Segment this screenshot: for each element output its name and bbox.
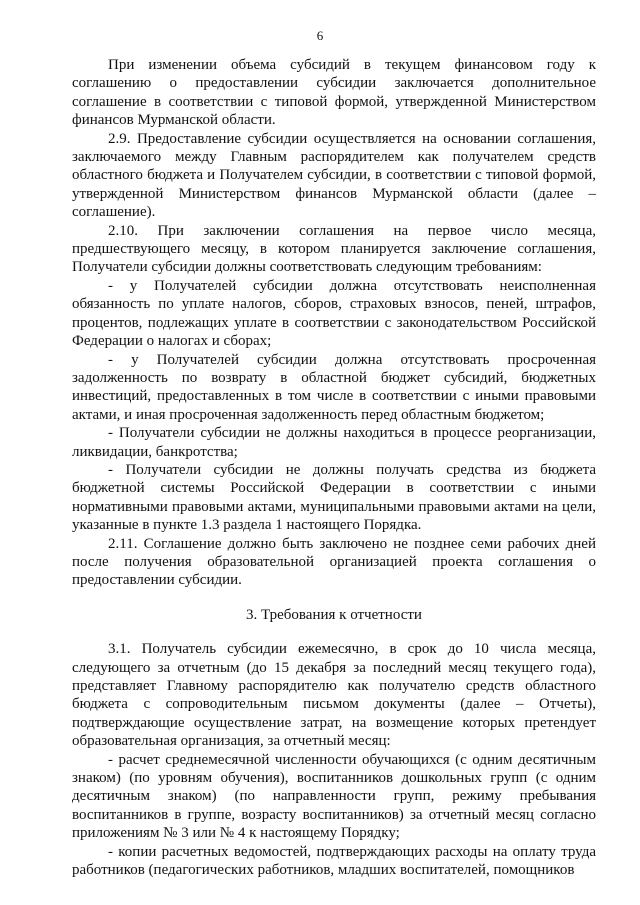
paragraph-2-11: 2.11. Соглашение должно быть заключено не позднее семи рабочих дней после получения образовательной организацией проекта соглашения о предоставлении субсидии. bbox=[72, 535, 596, 589]
paragraph-subsidy-change: При изменении объема субсидий в текущем финансовом году к соглашению о предоставлении субсидии заключается дополнительное соглашение в соответствии с типовой формой, утвержденной Министерством финансов Мурманской области. bbox=[72, 57, 596, 129]
paragraph-2-9: 2.9. Предоставление субсидии осуществляется на основании соглашения, заключаемого между Главным распорядителем как получателем средств областного бюджета и Получателем субсидии, в соответствии с типовой формой, утвержденной Министерством финансов Мурманской области (далее – соглашение). bbox=[72, 130, 596, 221]
requirement-no-reorganization: - Получатели субсидии не должны находиться в процессе реорганизации, ликвидации, банкротства; bbox=[72, 425, 596, 460]
section-heading: 3. Требования к отчетности bbox=[246, 606, 422, 623]
requirement-no-tax-debt: - у Получателей субсидии должна отсутствовать неисполненная обязанность по уплате налогов, сборов, страховых взносов, пеней, штрафов, процентов, подлежащих уплате в соответствии с законодательством Российской Федерации о налогах и сборах; bbox=[72, 277, 596, 350]
report-item-headcount: - расчет среднемесячной численности обучающихся (с одним десятичным знаком) (по уровням обучения), воспитанников дошкольных групп (с одним десятичным знаком) (по направленности групп, режиму пребывания воспитанников в группе, возрасту воспитанников) за отчетный месяц согласно приложениям № 3 или № 4 к настоящему Порядку; bbox=[72, 751, 596, 842]
paragraph-2-10: 2.10. При заключении соглашения на первое число месяца, предшествующего месяцу, в котором планируется заключение соглашения, Получатели субсидии должны соответствовать следующим требованиям: bbox=[72, 222, 596, 276]
requirement-no-overdue-debt: - у Получателей субсидии должна отсутствовать просроченная задолженность по возврату в областной бюджет субсидий, бюджетных инвестиций, предоставленных в том числе в соответствии с иными правовыми актами, и иная просроченная задолженность перед областным бюджетом; bbox=[72, 351, 596, 423]
page-number: 6 bbox=[316, 28, 324, 43]
document-body bbox=[72, 56, 596, 879]
requirement-no-other-funds: - Получатели субсидии не должны получать средства из бюджета бюджетной системы Российской Федерации в соответствии с иными нормативными правовыми актами, муниципальными правовыми актами на цели, указанные в пункте 1.3 раздела 1 настоящего Порядка. bbox=[72, 461, 596, 534]
report-item-payroll: - копии расчетных ведомостей, подтверждающих расходы на оплату труда работников (педагогических работников, младших воспитателей, помощников bbox=[72, 843, 596, 879]
paragraph-3-1: 3.1. Получатель субсидии ежемесячно, в срок до 10 числа месяца, следующего за отчетным (до 15 декабря за последний месяц текущего года), представляет Главному распорядителю как получателю средств областного бюджета с сопроводительным письмом документы (далее – Отчеты), подтверждающие осуществление затрат, на возмещение которых претендует образовательная организация, за отчетный месяц: bbox=[72, 641, 596, 750]
